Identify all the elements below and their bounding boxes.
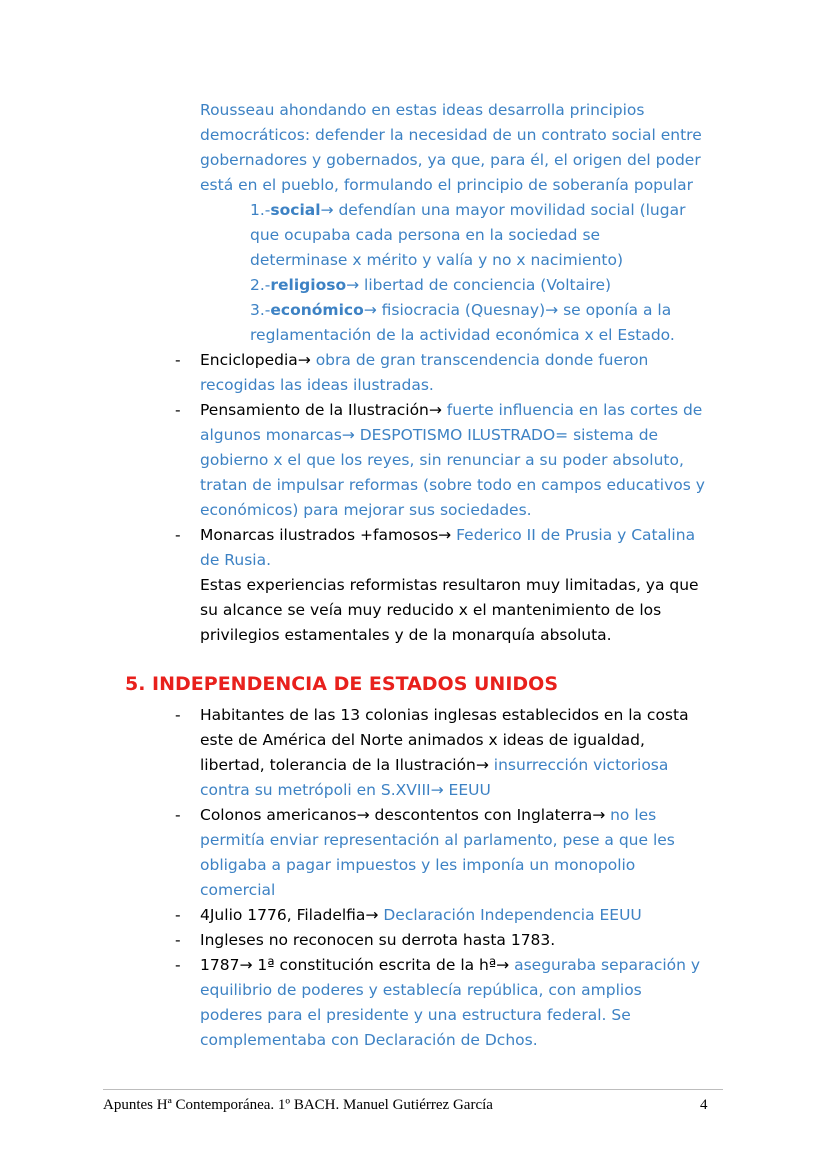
paragraph-line: privilegios estamentales y de la monarquía absoluta. [200, 626, 612, 644]
bullet-dash: - [175, 931, 181, 949]
item-text: defendían una mayor movilidad social (lugar [338, 201, 686, 219]
page-number: 4 [700, 1097, 708, 1113]
bullet-detail: tratan de impulsar reformas (sobre todo en campos educativos y [200, 476, 705, 494]
bullet-detail: obra de gran transcendencia donde fueron [315, 351, 649, 369]
footer-text: Apuntes Hª Contemporánea. 1º BACH. Manuel Gutiérrez García [103, 1097, 493, 1113]
bullet-lead: 4Julio 1776, Filadelfia→ [200, 906, 384, 924]
bullet-lead: Habitantes de las 13 colonias inglesas establecidos en la costa [200, 706, 689, 724]
bullet-lead: 1787→ 1ª constitución escrita de la hª→ [200, 956, 515, 974]
bullet-dash: - [175, 526, 181, 544]
bullet-detail: permitía enviar representación al parlamento, pese a que les [200, 831, 675, 849]
section-heading: 5. INDEPENDENCIA DE ESTADOS UNIDOS [125, 673, 559, 695]
bullet-detail: recogidas las ideas ilustradas. [200, 376, 434, 394]
bullet-detail: no les [610, 806, 657, 824]
item-number: 3.- [250, 301, 271, 319]
item-text: que ocupaba cada persona en la sociedad se [250, 226, 601, 244]
bullet-dash: - [175, 351, 181, 369]
bullet-lead: Colonos americanos→ descontentos con Inglaterra→ [200, 806, 611, 824]
rousseau-paragraph [200, 98, 735, 198]
item-text: reglamentación de la actividad económica x el Estado. [250, 326, 675, 344]
arrow: → [363, 301, 382, 319]
bullet-detail: complementaba con Declaración de Dchos. [200, 1031, 538, 1049]
item-number: 1.- [250, 201, 271, 219]
item-text: determinase x mérito y valía y no x nacimiento) [250, 251, 624, 269]
bullet-detail: aseguraba separación y [514, 956, 701, 974]
bullet-detail: algunos monarcas→ DESPOTISMO ILUSTRADO= sistema de [200, 426, 659, 444]
numbered-item-religioso [250, 273, 730, 298]
footer-divider [103, 1089, 723, 1090]
bullet-detail: gobierno x el que los reyes, sin renunciar a su poder absoluto, [200, 451, 684, 469]
term-social: social [270, 201, 321, 219]
bullet-detail: económicos) para mejorar sus sociedades. [200, 501, 532, 519]
numbered-item-social [250, 198, 730, 273]
item-text: fisiocracia (Quesnay)→ se oponía a la [381, 301, 672, 319]
bullet-detail: contra su metrópoli en S.XVIII→ EEUU [200, 781, 491, 799]
bullet-dash: - [175, 401, 181, 419]
bullet-detail: insurrección victoriosa [493, 756, 669, 774]
paragraph-line: democráticos: defender la necesidad de un contrato social entre [200, 126, 702, 144]
bullet-detail: obligaba a pagar impuestos y les imponía un monopolio [200, 856, 636, 874]
term-religioso: religioso [270, 276, 347, 294]
arrow: → [346, 276, 365, 294]
bullet-lead: libertad, tolerancia de la Ilustración→ [200, 756, 494, 774]
bullet-detail: Federico II de Prusia y Catalina [456, 526, 696, 544]
term-economico: económico [270, 301, 364, 319]
bullet-detail: comercial [200, 881, 276, 899]
bullet-dash: - [175, 706, 181, 724]
reformist-note [200, 573, 735, 648]
bullet-lead: este de América del Norte animados x ideas de igualdad, [200, 731, 645, 749]
paragraph-line: Rousseau ahondando en estas ideas desarrolla principios [200, 101, 645, 119]
bullet-detail: poderes para el presidente y una estructura federal. Se [200, 1006, 631, 1024]
item-number: 2.- [250, 276, 271, 294]
paragraph-line: su alcance se veía muy reducido x el mantenimiento de los [200, 601, 662, 619]
bullet-dash: - [175, 806, 181, 824]
bullet-detail: equilibrio de poderes y establecía república, con amplios [200, 981, 642, 999]
paragraph-line: está en el pueblo, formulando el principio de soberanía popular [200, 176, 694, 194]
paragraph-line: Estas experiencias reformistas resultaron muy limitadas, ya que [200, 576, 699, 594]
item-text: libertad de conciencia (Voltaire) [364, 276, 612, 294]
arrow: → [320, 201, 339, 219]
bullet-lead: Enciclopedia→ [200, 351, 316, 369]
bullet-lead: Pensamiento de la Ilustración→ [200, 401, 447, 419]
bullet-detail: fuerte influencia en las cortes de [446, 401, 703, 419]
numbered-item-economico [250, 298, 730, 348]
bullet-dash: - [175, 956, 181, 974]
bullet-lead: Monarcas ilustrados +famosos→ [200, 526, 457, 544]
bullet-detail: Declaración Independencia EEUU [383, 906, 642, 924]
paragraph-line: gobernadores y gobernados, ya que, para él, el origen del poder [200, 151, 701, 169]
bullet-lead: Ingleses no reconocen su derrota hasta 1783. [200, 931, 556, 949]
bullet-detail: de Rusia. [200, 551, 272, 569]
bullet-dash: - [175, 906, 181, 924]
